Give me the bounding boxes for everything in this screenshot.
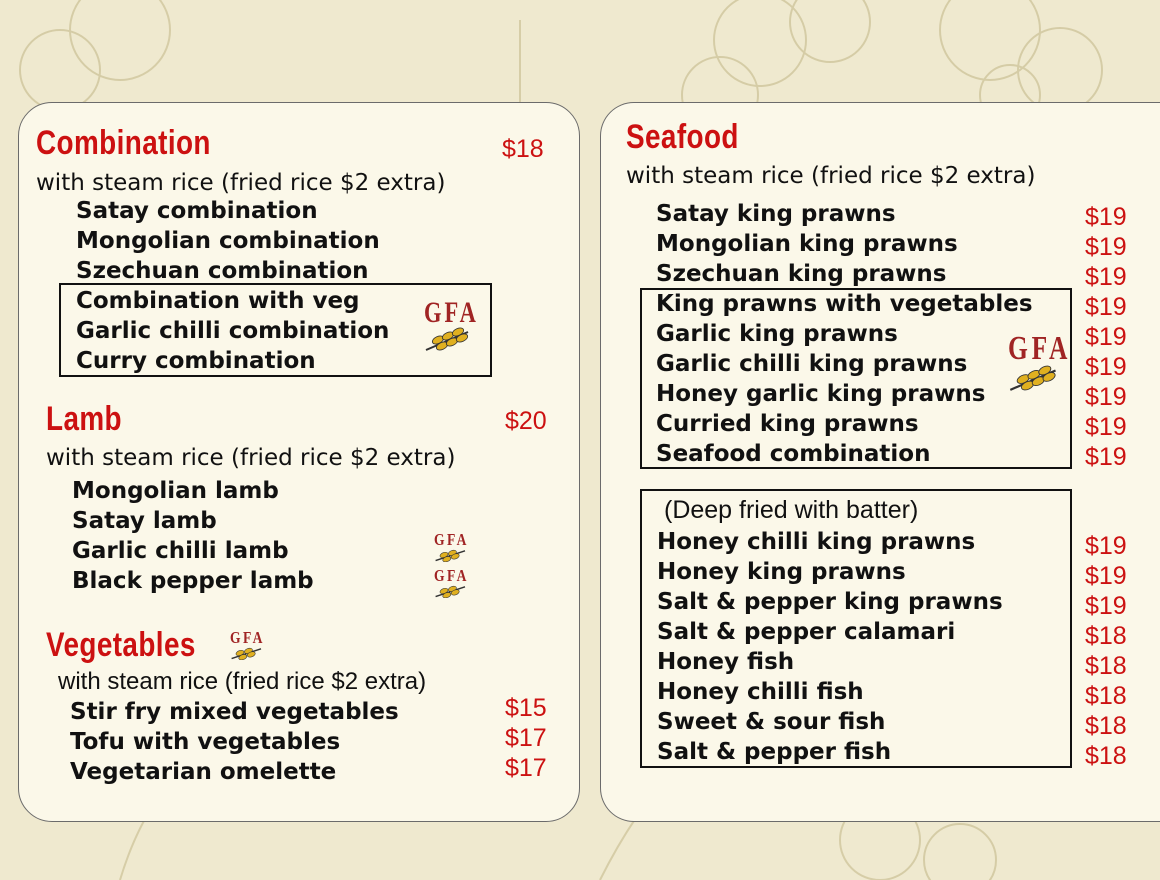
vegetables-list xyxy=(70,697,399,787)
gfa-badge xyxy=(434,566,478,598)
gfa-badge xyxy=(434,530,478,562)
menu-item: Salt & pepper king prawns xyxy=(657,589,1003,615)
menu-price: $19 xyxy=(1085,353,1127,381)
menu-item: Honey garlic king prawns xyxy=(656,381,986,407)
menu-price: $18 xyxy=(1085,622,1127,650)
gfa-label: GFA xyxy=(434,566,469,585)
menu-item: Curried king prawns xyxy=(656,411,919,437)
menu-price: $19 xyxy=(1085,562,1127,590)
wheat-icon xyxy=(434,584,468,598)
menu-item: Tofu with vegetables xyxy=(70,729,341,755)
menu-item: Garlic king prawns xyxy=(656,321,898,347)
deep-fried-list xyxy=(657,527,1003,767)
menu-price: $19 xyxy=(1085,323,1127,351)
menu-item: Honey chilli king prawns xyxy=(657,529,976,555)
lamb-price: $20 xyxy=(505,407,547,435)
menu-item: Satay combination xyxy=(76,198,318,224)
gfa-label: GFA xyxy=(424,296,479,329)
wheat-icon xyxy=(434,548,468,562)
menu-item: Honey chilli fish xyxy=(657,679,864,705)
combination-subtitle: with steam rice (fried rice $2 extra) xyxy=(36,170,446,196)
vegetables-prices xyxy=(505,693,547,783)
gfa-label: GFA xyxy=(1008,330,1072,367)
deep-fried-prices xyxy=(1085,531,1127,771)
menu-item: Mongolian combination xyxy=(76,228,380,254)
menu-item: Garlic chilli king prawns xyxy=(656,351,968,377)
menu-price: $19 xyxy=(1085,233,1127,261)
menu-price: $19 xyxy=(1085,443,1127,471)
lamb-list xyxy=(72,476,314,596)
vegetables-heading: Vegetables xyxy=(46,626,196,664)
menu-price: $19 xyxy=(1085,293,1127,321)
wheat-icon xyxy=(1008,364,1060,392)
seafood-heading: Seafood xyxy=(626,118,739,156)
menu-item: Garlic chilli lamb xyxy=(72,538,289,564)
menu-item: Szechuan combination xyxy=(76,258,369,284)
menu-item: Satay king prawns xyxy=(656,201,896,227)
menu-price: $17 xyxy=(505,754,547,782)
menu-item: Stir fry mixed vegetables xyxy=(70,699,399,725)
wheat-icon xyxy=(230,646,264,660)
menu-item: Honey king prawns xyxy=(657,559,906,585)
menu-item: Black pepper lamb xyxy=(72,568,314,594)
menu-item: Mongolian king prawns xyxy=(656,231,958,257)
menu-price: $18 xyxy=(1085,712,1127,740)
menu-price: $19 xyxy=(1085,413,1127,441)
gfa-badge xyxy=(424,296,497,352)
seafood-subtitle: with steam rice (fried rice $2 extra) xyxy=(626,163,1036,189)
menu-item: Seafood combination xyxy=(656,441,931,467)
menu-item: King prawns with vegetables xyxy=(656,291,1033,317)
deep-fried-note: (Deep fried with batter) xyxy=(664,496,919,524)
menu-item: Mongolian lamb xyxy=(72,478,279,504)
menu-item: Salt & pepper fish xyxy=(657,739,892,765)
combination-price: $18 xyxy=(502,135,544,163)
vegetables-subtitle: with steam rice (fried rice $2 extra) xyxy=(58,668,427,695)
menu-price: $19 xyxy=(1085,203,1127,231)
menu-price: $19 xyxy=(1085,263,1127,291)
menu-price: $19 xyxy=(1085,532,1127,560)
menu-price: $18 xyxy=(1085,742,1127,770)
gfa-label: GFA xyxy=(230,628,265,647)
menu-item: Satay lamb xyxy=(72,508,217,534)
menu-price: $15 xyxy=(505,694,547,722)
menu-price: $19 xyxy=(1085,383,1127,411)
lamb-subtitle: with steam rice (fried rice $2 extra) xyxy=(46,445,456,471)
menu-item: Garlic chilli combination xyxy=(76,318,390,344)
lamb-heading: Lamb xyxy=(46,400,123,438)
gfa-label: GFA xyxy=(434,530,469,549)
menu-price: $18 xyxy=(1085,652,1127,680)
menu-price: $17 xyxy=(505,724,547,752)
menu-item: Salt & pepper calamari xyxy=(657,619,956,645)
menu-item: Honey fish xyxy=(657,649,795,675)
menu-item: Sweet & sour fish xyxy=(657,709,886,735)
menu-item: Combination with veg xyxy=(76,288,360,314)
menu-item: Szechuan king prawns xyxy=(656,261,947,287)
gfa-badge xyxy=(230,628,274,660)
menu-item: Curry combination xyxy=(76,348,316,374)
menu-price: $19 xyxy=(1085,592,1127,620)
gfa-badge xyxy=(1008,330,1092,392)
menu-item: Vegetarian omelette xyxy=(70,759,337,785)
combination-heading: Combination xyxy=(36,124,211,162)
menu-price: $18 xyxy=(1085,682,1127,710)
